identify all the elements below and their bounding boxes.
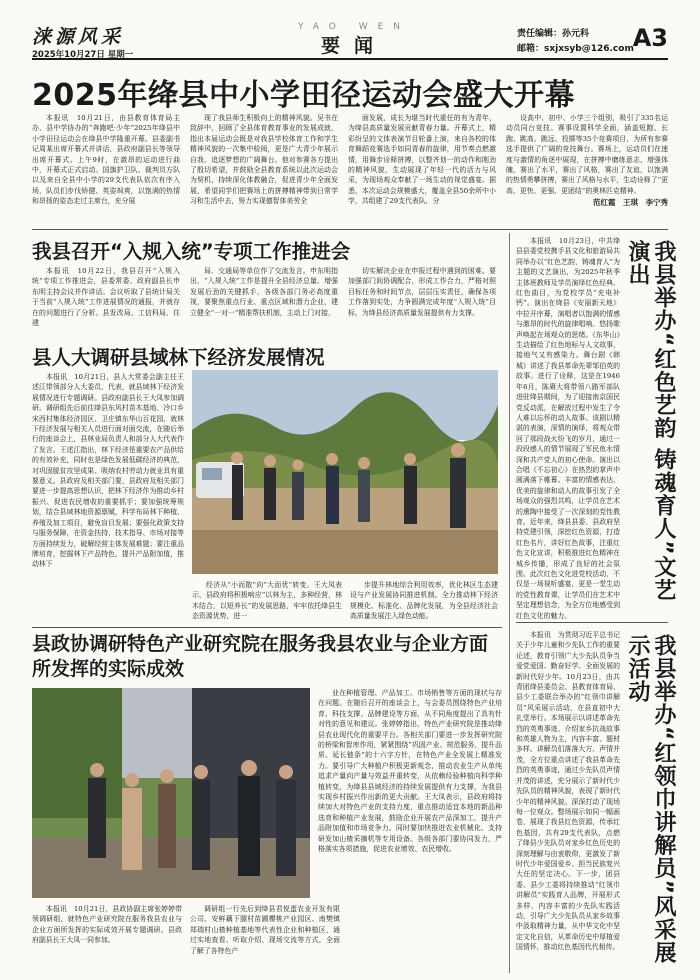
- article1-col2: 现了我县师生积极向上的精神风貌。吴书在致辞中，回顾了全县体育教育事业的发展成就，指出本届运动会既是对我县学校体育工作和学生精神风貌的一次集中检阅，更是广大青少年展示自我、追逐梦想的广阔舞台。他对参赛各方提出了殷切希望，并鼓励全县教育系统以此次运动会为契机，持续深化体教融合，促进青少年全面发展，希望同学们把赛场上的拼搏精神带到日常学习和生活中去，努力实现德智体美劳全: [190, 114, 338, 206]
- right2-headline: 我县举办“红领巾讲解员”风采展示活动: [625, 634, 676, 964]
- right1-body: 本报讯 10月23日，中共绛县县委党校携手县文化和旅游局共同举办以“红色艺韵，铸魂育人”为主题的文艺演出，为2025年秋季主体班教师及学员演绎红色经典、红色曲目，为党校学员“充电补钙”。演出在绛县《安丽新天地》中拉开序幕，演唱者以饱满的情感与激昂的时代的旋律唱响。悠扬歌声唤起在场观众的思绪。《东华山》生动描绘了红色地标与人文故事，接地气又有感染力。舞台剧《韩城》讲述了我县革命先辈邹伯英的故事。进行了诠释，这是在1946年6月，陈赓大将带领八路军部队进驻绛县期间，为了迎接南京国民党反动派，在解放过程中发生了令人难以忘怀的动人故事。该剧以精湛的表演，深情的演绎，将观众带回了那段战火纷飞的岁月，通过一段段感人的情节展现了军民鱼水情深和共产党人的初心使命。演出以合唱《不忘初心》在热烈的掌声中圆满落下帷幕。丰富的情感表达、优美的旋律和动人的故事引发了全场观众的强烈共鸣，让学员在艺术的熏陶中接受了一次深刻的党性教育。近年来，绛县县委、县政府坚持党建引领，深挖红色资源，打造红色名片，讲好红色故事，注重红色文化宣讲，积极推进红色精神在城乡传播，形成了良好的社会氛围。此次红色文化进党校活动，不仅是一场视听盛宴，更是一堂生动的党性教育课，让学员们在艺术中坚定理想信念，为全方位地感受到红色文化的魅力。: [516, 237, 620, 620]
- newspaper-name: 涞源风采: [32, 26, 125, 48]
- article4-col1: 本报讯 10月21日，县政协副主席张婷婷带领调研组，就特色产业研究院在服务我县农业与企业方面所发挥的实际成效开展专题调研。县政府副县长王大凤一同参加。: [32, 905, 182, 945]
- article2-col3: 切实解决企业在申报过程中遇到的困难。要加强部门间协调配合，形成工作合力，严格对照目标任务和时间节点，层层压实责任，确保各项工作落到实处，力争圆满完成年度“入规入统”目标，为绛县经济高质量发展提供有力支撑。: [348, 267, 496, 317]
- article4-col3: 业在种植管理、产品加工、市场销售等方面的现状与存在问题。在随后召开的座谈会上，与会委员围绕特色产业培育、科技支撑、品牌建设等方面，从不同角度提出了具有针对性的意见和建议。张婷婷指出，特色产业研究院是推动绛县农业现代化的重要平台。各相关部门要进一步发挥研究院的桥梁和智库作用，紧紧围绕“巩固产业、规范服务、提升品质、延长链条”的十六字方针，在特色产业全发展上精准发力。要引导广大种植户积极更新观念，推动农业生产从单纯追求产量向产量与效益并重转变，从依赖经验种植向科学种植转变，为绛县县域经济的持续发展提供有力支撑，为我县实现乡村振兴作出新的更大贡献。王大凤表示，县政府将持续加大对特色产业的支持力度，重点推动适宜本地的新品种选育和种植产业发展，鼓励企业开展农产品深加工，提升产品附加值和市场竞争力。同时要加快推进农业机械化、支持研发加山楂采摘机等专用设备。各级各部门要协同发力，严格落实各项措施，促进农业增效、农民增收。: [318, 689, 502, 854]
- article2-col1: 本报讯 10月22日，我县召开“入规入统”专项工作推进会，县委常委、政府副县长申东明主持会议并作讲话。会议听取了县统计局关于当前“入规入统”工作进展情况的通报，并就存在的问题进行了分析。县发改局、工信科局、住建: [32, 267, 180, 328]
- article3-col3: 步提升林地综合利用效率，优化林区生态建设与产业发展协同推进机制。全力推动林下经济规模化、标准化、品牌化发展，为全县经济社会高质量发展注入绿色动能。: [350, 581, 498, 621]
- cppcc-survey-photo-image: [32, 688, 310, 898]
- editor-email: 邮箱：sxjxsyb@126.com: [517, 44, 634, 54]
- article3-col1: 本报讯 10月21日，县人大常委会副主任王述江带领部分人大委员、代表，就县域林下经济发展情况进行专题调研。县政府副县长王大凤参加调研。调研组先后前往绛县东风村苗木基地、冷口乡宋西村集体经济园区、卫庄镇东华山百花园，就林下经济发展与相关人员进行面对面交流，在随后举行的座谈会上，县林业局负责人和部分人大代表作了发言。王述江指出，林下经济是重要农产品供给的有效补充，同时也是绿色发展低碳经济的典范，对巩固脱贫攻坚成果、吸纳农村劳动力就业具有重要意义。县政府及相关部门要，县政府及相关部门要进一步提高思想认识，把林下经济作为推动乡村振兴、促进农民增收的重要抓手；要加强统筹规划，结合县域林地资源禀赋，科学布局林下种植、养殖及加工项目，避免盲目发展；要强化政策支持与服务保障，在资金扶持、技术指导、市场对接等方面持续发力，破解经营主体发展难题；要注重品牌培育，挖掘林下产品特色，提升产品附加值，推动林下: [32, 373, 184, 569]
- article2-headline: 我县召开“入规入统”专项工作推进会: [32, 240, 351, 263]
- article4-headline: 县政协调研特色产业研究院在服务我县农业与企业方面所发挥的实际成效: [32, 633, 489, 680]
- cppcc-survey-photo: [32, 688, 310, 898]
- section-latin: YAO WEN: [297, 22, 411, 32]
- article1-headline: 2025年绛县中小学田径运动会盛大开幕: [32, 78, 575, 113]
- right1-headline: 我县举办“红色艺韵 铸魂育人”文艺演出: [625, 240, 676, 602]
- forest-survey-photo: [192, 370, 498, 574]
- page-number: A3: [632, 24, 668, 52]
- article1-col1: 本报讯 10月21日，由县教育体育局主办、县中学协办的“奔跑吧·少年”2025年绛县中小学田径运动会在绛县中学隆重开幕。县委副书记周某出席开幕式并讲话，县政府副县长等领导出席开幕式。上午9时，在激昂的运动进行曲中，开幕式正式启动。国旗护卫队、裁判员方队以及来自全县中小学的29支代表队依次有序入场，队员们步伐矫健、英姿飒爽，以饱满的热情和昂扬的姿态走过主席台，充分展: [32, 114, 180, 206]
- masthead: [32, 22, 668, 60]
- editor-name: 责任编辑：孙元科: [517, 29, 590, 39]
- editor-info: [517, 27, 634, 57]
- article3-headline: 县人大调研县域林下经济发展情况: [32, 346, 325, 369]
- article1-byline: 范红霞 王琪 李宁秀: [593, 198, 668, 208]
- divider: [516, 622, 668, 623]
- article4-col2: 调研组一行先后到绛县君悦蛋农业开发有限公司、安鲜藕下腿村苗圃樱桃产业园区、南樊镇郑瑞村山楂种植基地等代表性企业和种植区，通过实地查看、听取介绍、现场交流等方式，全面了解了各特色产: [190, 905, 340, 955]
- section-title: 要闻: [320, 35, 387, 57]
- divider: [32, 627, 502, 628]
- right2-body: 本报讯 为贯彻习近平总书记关于少年儿童和少先队工作的重要论述，教育引领广大少先队员争当爱党爱国、勤奋好学、全面发展的新时代好少年。10月23日，由共青团绛县委员会、县教育体育局、县少工委联合举办的“红领巾讲解员”风采展示活动，在县直初中大礼堂举行。本场展示以讲述革命先烈的英勇事迹、介绍家乡抗战故事和英雄人物为主，内容丰富、题材多样。讲解员们落落大方、声情并茂，全方位重点讲述了我县革命先烈的英勇事迹，通过少先队员声情并茂的讲述，充分展示了新时代少先队员的精神风貌，表现了新时代少年的精神风貌。深深打动了现场每一位观众。整场展示如同一幅画卷，展现了我县红色资源，传承红色基因，共有29支代表队，点燃了绛县少先队员对家乡红色历史的深刻理解与由衷敬仰，更激发了新时代少年爱国爱乡、担当民族复兴大任的坚定决心。下一步，团县委、县少工委将持续推动“红领巾讲解员”实践育人品牌，开展形式多样、内容丰富的少先队实践活动，引导广大少先队员从家乡故事中汲取精神力量，从中华文化中坚定文化自信，从革命历史中厚植爱国情怀，推动红色基因代代相传。: [516, 631, 620, 952]
- divider: [509, 233, 510, 973]
- article1-col3: 面发展，成长为堪当时代重任的有为青年，为绛县高质量发展贡献青春力量。开幕式上，精彩纷呈的文体表演节目轮番上演，来自各校的体育舞蹈竞赛选手如同青春的旋律，用节奏点燃激情，用舞步诠释拼搏，以整齐划一的动作和刚劲的精神风貌，生动展现了年轻一代的活力与风采，为现场观众奉献了一场生动的视觉盛宴。据悉，本次运动会规模盛大，覆盖全县50余所中小学，共组建了29支代表队，分: [348, 114, 496, 206]
- article3-col2: 经济从“小而散”向“大而优”转变。王大凤表示，县政府将积极响应“以林为主，多种经营，林木结合，以短养长”的发展思路，牢牢依托绛县生态资源优势，进一: [192, 581, 342, 621]
- forest-survey-photo-image: [192, 370, 498, 574]
- divider: [32, 229, 668, 230]
- article2-col2: 局、交通局等单位作了交流发言。申东明指出，“入规入统”工作是提升全县经济总量、增强发展后劲的关键抓手，各级各部门务必高度重视，要聚焦重点行业、重点区域和潜力企业，建立健全“一对一”精准帮扶机制，主动上门对接，: [190, 267, 338, 317]
- issue-date: 2025年10月27日 星期一: [32, 50, 134, 60]
- section-header: [294, 22, 414, 58]
- article1-col4: 设高中、初中、小学三个组别，吸引了335名运动员同台竞技。赛事设置科学全面，涵盖短跑、长跑、跳高、跳远、投掷等35个竞赛项目，为所有参赛选手提供了广阔的竞技舞台。赛场上，运动员们在速度与激情的角逐中展现，在拼搏中磨练意志、增强体魄，赛出了水平，赛出了风格，赛出了友谊，以饱满的热情勇攀拼搏，赛出了风格与水平，生动诠释了“更高、更快、更强、更团结”的奥林匹克精神。 范红霞 王琪 李宁秀: [506, 114, 669, 208]
